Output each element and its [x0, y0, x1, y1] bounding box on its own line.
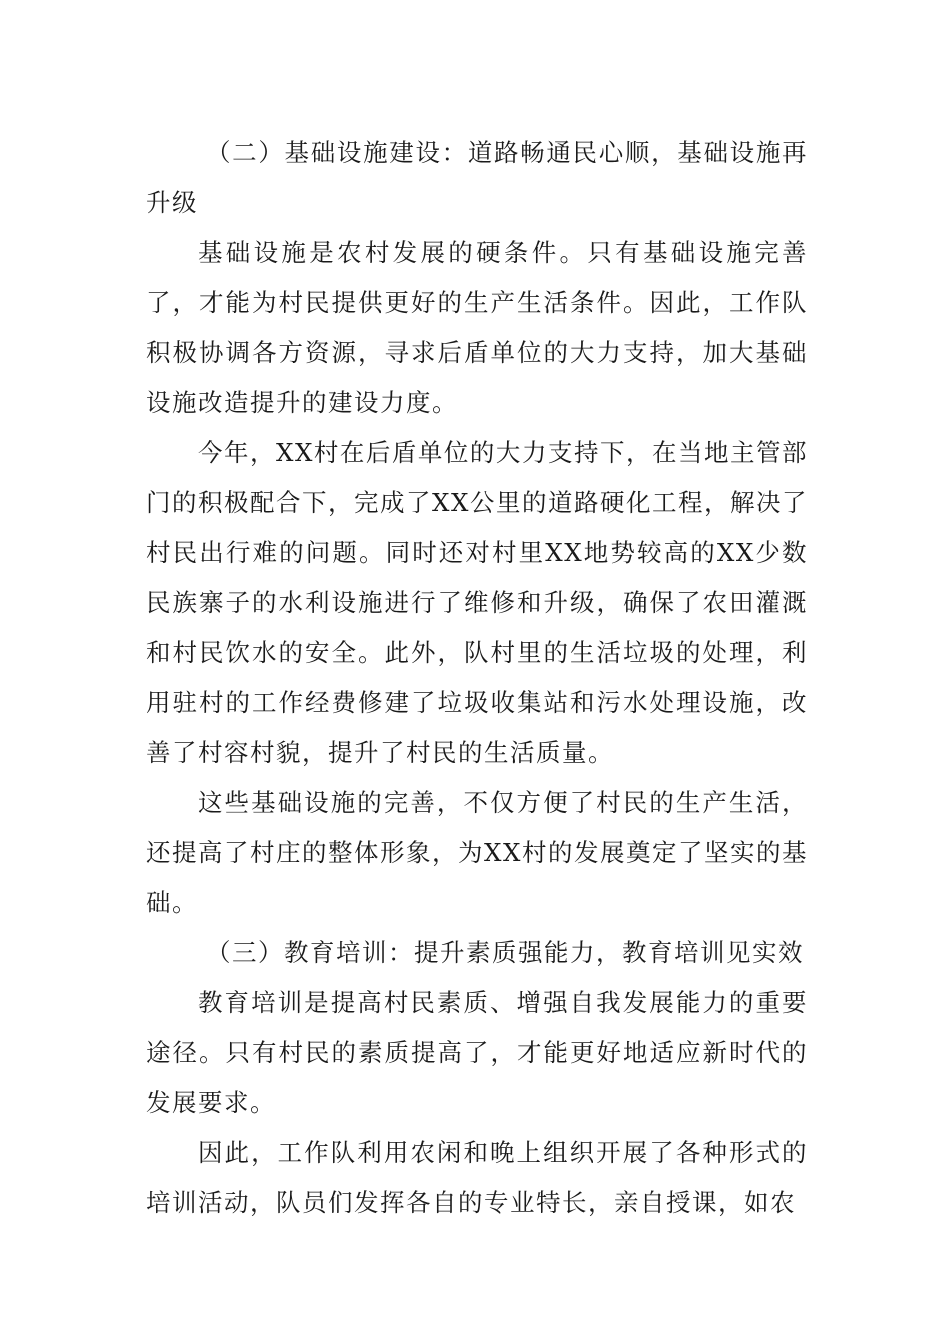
document-page [146, 128, 808, 1228]
body-paragraph: 因此，工作队利用农闲和晚上组织开展了各种形式的培训活动，队员们发挥各自的专业特长，亲自授课，如农 [146, 1138, 808, 1217]
body-paragraph: 基础设施是农村发展的硬条件。只有基础设施完善了，才能为村民提供更好的生产生活条件。因此，工作队积极协调各方资源，寻求后盾单位的大力支持，加大基础设施改造提升的建设力度。 [146, 238, 808, 417]
body-paragraph: 教育培训是提高村民素质、增强自我发展能力的重要途径。只有村民的素质提高了，才能更好地适应新时代的发展要求。 [146, 988, 808, 1117]
section-heading-infrastructure: （二）基础设施建设：道路畅通民心顺，基础设施再升级 [146, 138, 808, 217]
body-paragraph: 今年，XX村在后盾单位的大力支持下，在当地主管部门的积极配合下，完成了XX公里的道路硬化工程，解决了村民出行难的问题。同时还对村里XX地势较高的XX少数民族寨子的水利设施进行了维修和升级，确保了农田灌溉和村民饮水的安全。此外，队村里的生活垃圾的处理，利用驻村的工作经费修建了垃圾收集站和污水处理设施，改善了村容村貌，提升了村民的生活质量。 [146, 438, 808, 767]
body-paragraph: 这些基础设施的完善，不仅方便了村民的生产生活，还提高了村庄的整体形象，为XX村的发展奠定了坚实的基础。 [146, 788, 808, 917]
section-heading-education: （三）教育培训：提升素质强能力，教育培训见实效 [206, 938, 804, 967]
